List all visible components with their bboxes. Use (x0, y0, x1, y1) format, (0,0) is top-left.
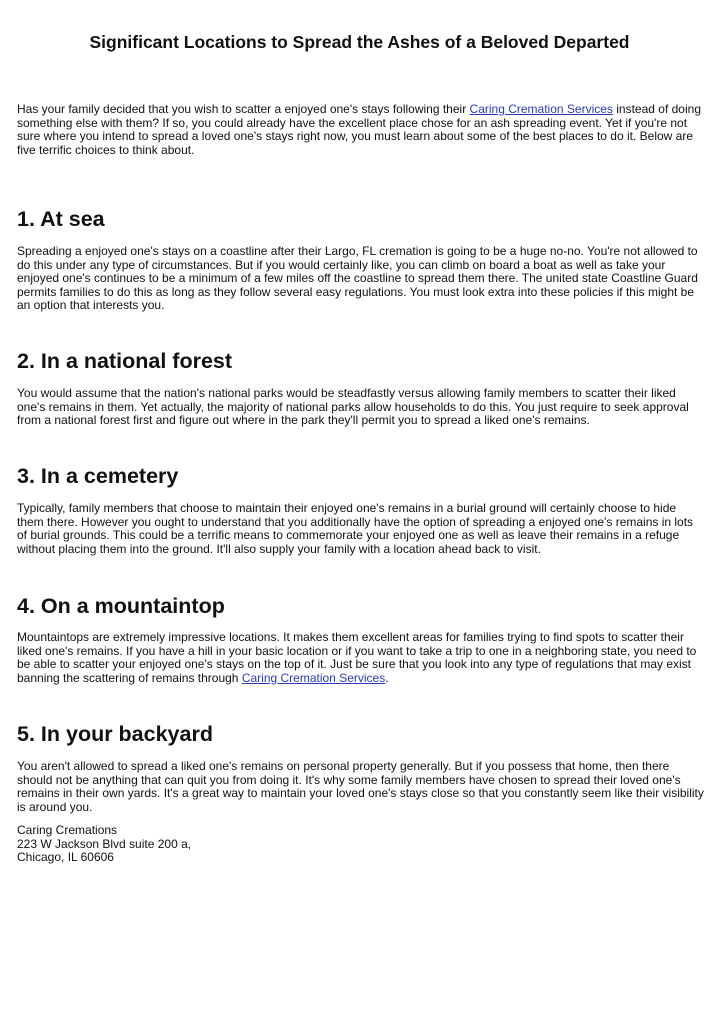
section-heading-national-forest: 2. In a national forest (17, 349, 233, 373)
address-city: Chicago, IL 60606 (17, 850, 114, 864)
intro-paragraph (17, 103, 705, 157)
section-heading-mountaintop: 4. On a mountaintop (17, 594, 225, 618)
section-heading-backyard: 5. In your backyard (17, 722, 213, 746)
section-body-mountaintop (17, 631, 705, 685)
mountaintop-text-before-link: Mountaintops are extremely impressive locations. It makes them excellent areas for families trying to find spots to scatter their liked one's remains. If you have a hill in your basic location or if you want to take a trip to one in a neighboring state, you need to be able to scatter your enjoyed one's stays on the top of it. Just be sure that you look into any type of regulations that may exist banning the scattering of remains through (17, 630, 697, 685)
intro-text-before-link: Has your family decided that you wish to scatter a enjoyed one's stays following their (17, 102, 470, 116)
caring-cremation-services-link[interactable]: Caring Cremation Services (469, 102, 613, 116)
page-title: Significant Locations to Spread the Ashes of a Beloved Departed (89, 32, 630, 52)
caring-cremation-services-link-2[interactable]: Caring Cremation Services (241, 670, 386, 685)
mountaintop-text-after-link: . (385, 670, 389, 685)
section-body-backyard: You aren't allowed to spread a liked one's remains on personal property generally. But if you possess that home, then there should not be anything that can quit you from doing it. It's why some family members have chosen to spread their loved one's remains in their own yards. It's a great way to maintain your loved one's stays close so that you constantly seem like their visibility is around you. (17, 759, 704, 814)
address-street: 223 W Jackson Blvd suite 200 a, (17, 836, 192, 851)
section-body-cemetery: Typically, family members that choose to maintain their enjoyed one's remains in a burial ground will certainly choose to hide them there. However you ought to understand that you additionally have the option of spreading a enjoyed one's remains in lots of burial grounds. This could be a terrific means to commemorate your enjoyed one as well as leave their remains in a refuge without placing them into the ground. It'll also supply your family with a location ahead back to visit. (17, 501, 694, 556)
intro-text-after-link: instead of doing something else with them? If so, you could already have the excellent place chose for an ash spreading event. Yet if you're not sure where you intend to spread a loved one's stays right now, you must learn about some of the best places to do it. Below are five terrific choices to think about. (17, 102, 701, 157)
section-heading-cemetery: 3. In a cemetery (17, 464, 179, 488)
section-body-national-forest: You would assume that the nation's national parks would be steadfastly versus allowing family members to scatter their liked one's remains in them. Yet actually, the majority of national parks allow households to do this. You just require to seek approval from a national forest first and figure out where in the park they'll permit you to spread a liked one's remains. (17, 386, 689, 427)
contact-address (17, 824, 417, 865)
section-body-at-sea: Spreading a enjoyed one's stays on a coastline after their Largo, FL cremation is going to be a huge no-no. You're not allowed to do this under any type of circumstances. But if you would certainly like, you can climb on board a boat as well as take your enjoyed one's continues to be a minimum of a few miles off the coastline to spread them there. The united state Coastline Guard permits families to do this as long as they follow several easy regulations. You must look extra into these policies if this might be an option that interests you. (17, 244, 698, 312)
section-heading-at-sea: 1. At sea (17, 207, 105, 231)
address-name: Caring Cremations (17, 823, 118, 837)
